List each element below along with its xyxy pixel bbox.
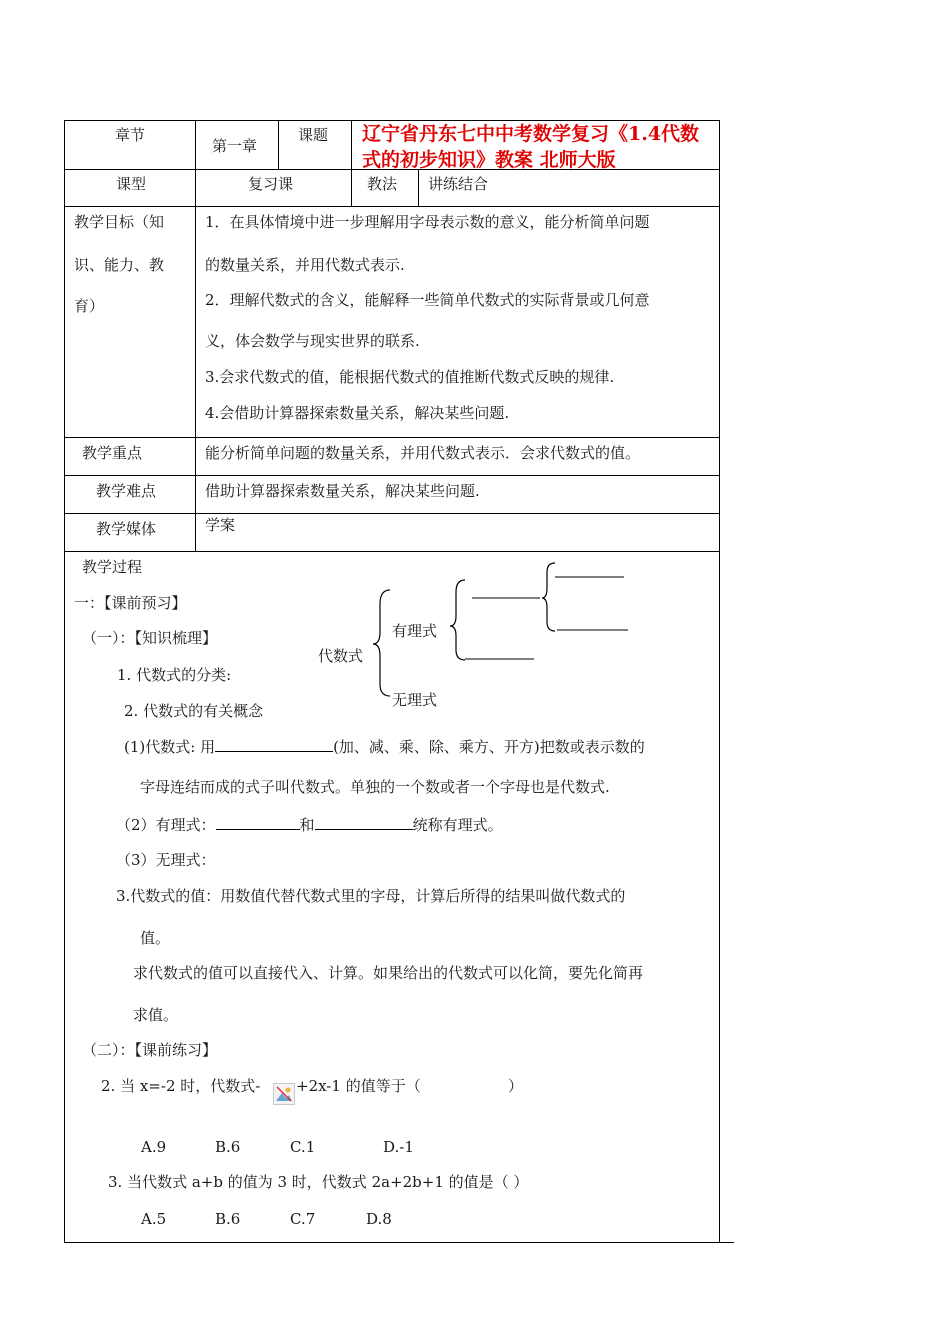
diagram-root: 代数式 — [318, 647, 364, 665]
topic-label: 课题 — [298, 126, 329, 144]
question-2: 2. 当 x=-2 时，代数式- — [101, 1077, 261, 1095]
chapter-value: 第一章 — [212, 137, 258, 155]
definition-text: (加、减、乘、除、乘方、开方)把数或表示数的 — [333, 738, 645, 756]
question-3: 3. 当代数式 a+b 的值为 3 时，代数式 2a+2b+1 的值是（ ） — [108, 1173, 529, 1191]
fill-blank — [315, 815, 413, 830]
fill-blank — [216, 815, 300, 830]
lesson-type-value: 复习课 — [248, 175, 294, 193]
note-line: 求代数式的值可以直接代入、计算。如果给出的代数式可以化简，要先化简再 — [133, 964, 644, 982]
goal-line: 的数量关系，并用代数式表示. — [205, 256, 405, 274]
subsection-heading: （一）：【知识梳理】 — [82, 629, 218, 647]
media-value: 学案 — [205, 516, 236, 534]
definition-line — [116, 815, 503, 835]
diagram-irrational: 无理式 — [392, 691, 438, 709]
question-2-paren: ） — [508, 1077, 524, 1095]
option: C.7 — [290, 1210, 316, 1228]
definition-line: 值。 — [140, 929, 171, 947]
goals-label: 教学目标（知 — [74, 213, 165, 231]
goals-label: 识、能力、教 — [74, 256, 165, 274]
subsection-heading: （二）：【课前练习】 — [82, 1041, 218, 1059]
process-heading: 教学过程 — [82, 558, 143, 576]
difficulties-label: 教学难点 — [96, 482, 157, 500]
col-divider — [195, 120, 196, 551]
goals-label: 育） — [74, 297, 105, 315]
goal-line: 3.会求代数式的值，能根据代数式的值推断代数式反映的规律. — [205, 368, 615, 386]
document-title: 辽宁省丹东七中中考数学复习《1.4代数式的初步知识》教案 北师大版 — [362, 123, 700, 171]
key-points-label: 教学重点 — [82, 444, 143, 462]
goal-line: 义，体会数学与现实世界的联系. — [205, 332, 420, 350]
definition-line: （3）无理式： — [116, 851, 216, 869]
definition-text: 统称有理式。 — [412, 816, 503, 834]
key-points-value: 能分析简单问题的数量关系，并用代数式表示．会求代数式的值。 — [205, 444, 641, 462]
definition-text: (1)代数式: 用 — [124, 738, 216, 756]
definition-line: 3.代数式的值：用数值代替代数式里的字母，计算后所得的结果叫做代数式的 — [116, 887, 626, 905]
row-divider — [64, 437, 720, 438]
table-border-bottom — [64, 1242, 734, 1243]
goal-line: 2．理解代数式的含义，能解释一些简单代数式的实际背景或几何意 — [205, 291, 650, 309]
media-label: 教学媒体 — [96, 520, 157, 538]
definition-line — [124, 737, 645, 757]
section-heading: 一：【课前预习】 — [74, 594, 187, 612]
option: A.5 — [141, 1210, 167, 1228]
goal-line: 4.会借助计算器探索数量关系，解决某些问题. — [205, 404, 510, 422]
method-label: 教法 — [367, 175, 398, 193]
definition-text: 和 — [299, 816, 315, 834]
row-divider — [64, 513, 720, 514]
table-border-left — [64, 120, 65, 1243]
note-line: 求值。 — [133, 1006, 179, 1024]
difficulties-value: 借助计算器探索数量关系，解决某些问题. — [205, 482, 480, 500]
method-value: 讲练结合 — [428, 175, 489, 193]
goal-line: 1．在具体情境中进一步理解用字母表示数的意义，能分析简单问题 — [205, 213, 650, 231]
option: B.6 — [215, 1210, 241, 1228]
option: A.9 — [141, 1138, 167, 1156]
fill-blank — [215, 737, 333, 752]
question-2-cont: +2x-1 的值等于（ — [296, 1077, 421, 1095]
definition-text: （2）有理式： — [116, 816, 216, 834]
row-divider — [64, 475, 720, 476]
diagram-rational: 有理式 — [392, 622, 438, 640]
col-divider — [418, 169, 419, 206]
row-divider — [64, 551, 720, 552]
col-divider — [351, 120, 352, 206]
image-placeholder-icon — [273, 1083, 295, 1105]
chapter-label: 章节 — [115, 126, 146, 144]
col-divider — [278, 120, 279, 169]
row-divider — [64, 206, 720, 207]
option: B.6 — [215, 1138, 241, 1156]
option: D.-1 — [383, 1138, 414, 1156]
option: C.1 — [290, 1138, 316, 1156]
list-item: 1. 代数式的分类: — [117, 666, 232, 684]
list-item: 2. 代数式的有关概念 — [124, 702, 264, 720]
definition-line: 字母连结而成的式子叫代数式。单独的一个数或者一个字母也是代数式. — [140, 778, 610, 796]
table-border-right — [719, 120, 720, 1243]
lesson-type-label: 课型 — [116, 175, 147, 193]
option: D.8 — [366, 1210, 392, 1228]
